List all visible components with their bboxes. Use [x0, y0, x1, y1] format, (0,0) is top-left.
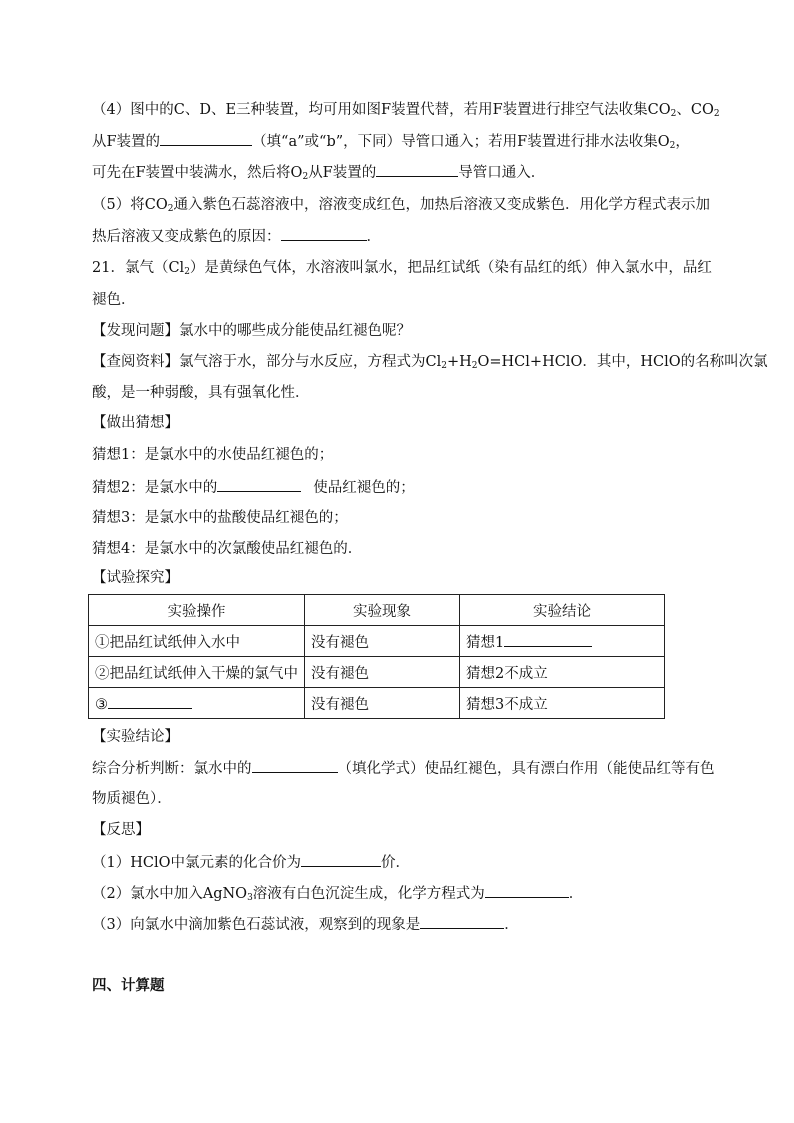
table-cell: 没有褪色 [305, 626, 460, 657]
reflect-heading: 【反思】 [92, 822, 150, 838]
table-cell: 没有褪色 [305, 688, 460, 719]
q5-line1: （5）将$CO_2$通入紫色石蕊溶液中，溶液变成红色，加热后溶液又变成紫色．用化学方程式表示加 [92, 197, 710, 214]
guess-3: 猜想3：是氯水中的盐酸使品红褪色的； [92, 510, 348, 526]
reflect-3: （3）向氯水中滴加紫色石蕊试液，观察到的现象是 ． [92, 914, 519, 935]
conclusion-line2: 物质褪色）． [92, 791, 172, 807]
guess-1: 猜想1：是氯水中的水使品红褪色的； [92, 447, 334, 463]
q4-line1: （4）图中的C、D、E三种装置，均可用如图F装置代替，若用F装置进行排空气法收集$CO_2$、$CO_2$ [92, 102, 720, 119]
table-cell: 没有褪色 [305, 657, 460, 688]
guess-2: 猜想2：是氯水中的 使品红褪色的； [92, 477, 415, 498]
answer-blank[interactable] [420, 914, 504, 929]
table-header-cell: 实验结论 [460, 595, 665, 626]
answer-blank[interactable] [252, 758, 338, 773]
table-row [89, 626, 665, 657]
answer-blank[interactable] [108, 694, 192, 709]
conclusion-line1: 综合分析判断：氯水中的 （填化学式）使品红褪色，具有漂白作用（能使品红等有色 [92, 758, 715, 779]
answer-blank[interactable] [217, 477, 301, 492]
q21-line1: 21．氯气$(Cl_2)$是黄绿色气体，水溶液叫氯水，把品红试纸（染有品红的纸）伸入氯水中，品红 [92, 260, 712, 277]
table-cell: ③ [89, 688, 305, 719]
guess-heading: 【做出猜想】 [92, 415, 179, 431]
table-cell: 猜想1 [460, 626, 665, 657]
answer-blank[interactable] [301, 852, 381, 867]
reference-line1: 【查阅资料】氯气溶于水，部分与水反应，方程式为$Cl_2+H_2O=HCl+HClO$．其中，HClO的名称叫次氯 [92, 354, 768, 371]
table-header-cell: 实验操作 [89, 595, 305, 626]
table-cell: 猜想3不成立 [460, 688, 665, 719]
section-heading: 四、计算题 [92, 977, 165, 994]
answer-blank[interactable] [160, 131, 252, 146]
q4-line2: 从F装置的 （填“a”或“b”，下同）导管口通入；若用F装置进行排水法收集$O_2$， [92, 131, 690, 156]
q21-line2: 褪色． [92, 292, 136, 308]
discover-question: 【发现问题】氯水中的哪些成分能使品红褪色呢？ [92, 323, 411, 339]
conclusion-heading: 【实验结论】 [92, 729, 179, 745]
answer-blank[interactable] [281, 226, 367, 241]
table-header-row [89, 595, 665, 626]
table-row [89, 688, 665, 719]
q5-line2: 热后溶液又变成紫色的原因： ． [92, 226, 381, 247]
table-row [89, 657, 665, 688]
answer-blank[interactable] [485, 883, 569, 898]
reflect-2: （2）氯水中加入AgNO$_3$溶液有白色沉淀生成，化学方程式为 ． [92, 883, 583, 908]
q4-line3: 可先在F装置中装满水，然后将$O_2$从F装置的 导管口通入． [92, 162, 545, 187]
explore-heading: 【试验探究】 [92, 570, 179, 586]
reflect-1: （1）HClO中氯元素的化合价为 价． [92, 852, 410, 873]
answer-blank[interactable] [504, 632, 592, 647]
reference-line2: 酸，是一种弱酸，具有强氧化性． [92, 385, 310, 401]
answer-blank[interactable] [376, 162, 458, 177]
experiment-table [88, 594, 665, 719]
table-cell: ②把品红试纸伸入干燥的氯气中 [89, 657, 305, 688]
guess-4: 猜想4：是氯水中的次氯酸使品红褪色的． [92, 541, 363, 557]
table-cell: ①把品红试纸伸入水中 [89, 626, 305, 657]
table-header-cell: 实验现象 [305, 595, 460, 626]
table-cell: 猜想2不成立 [460, 657, 665, 688]
